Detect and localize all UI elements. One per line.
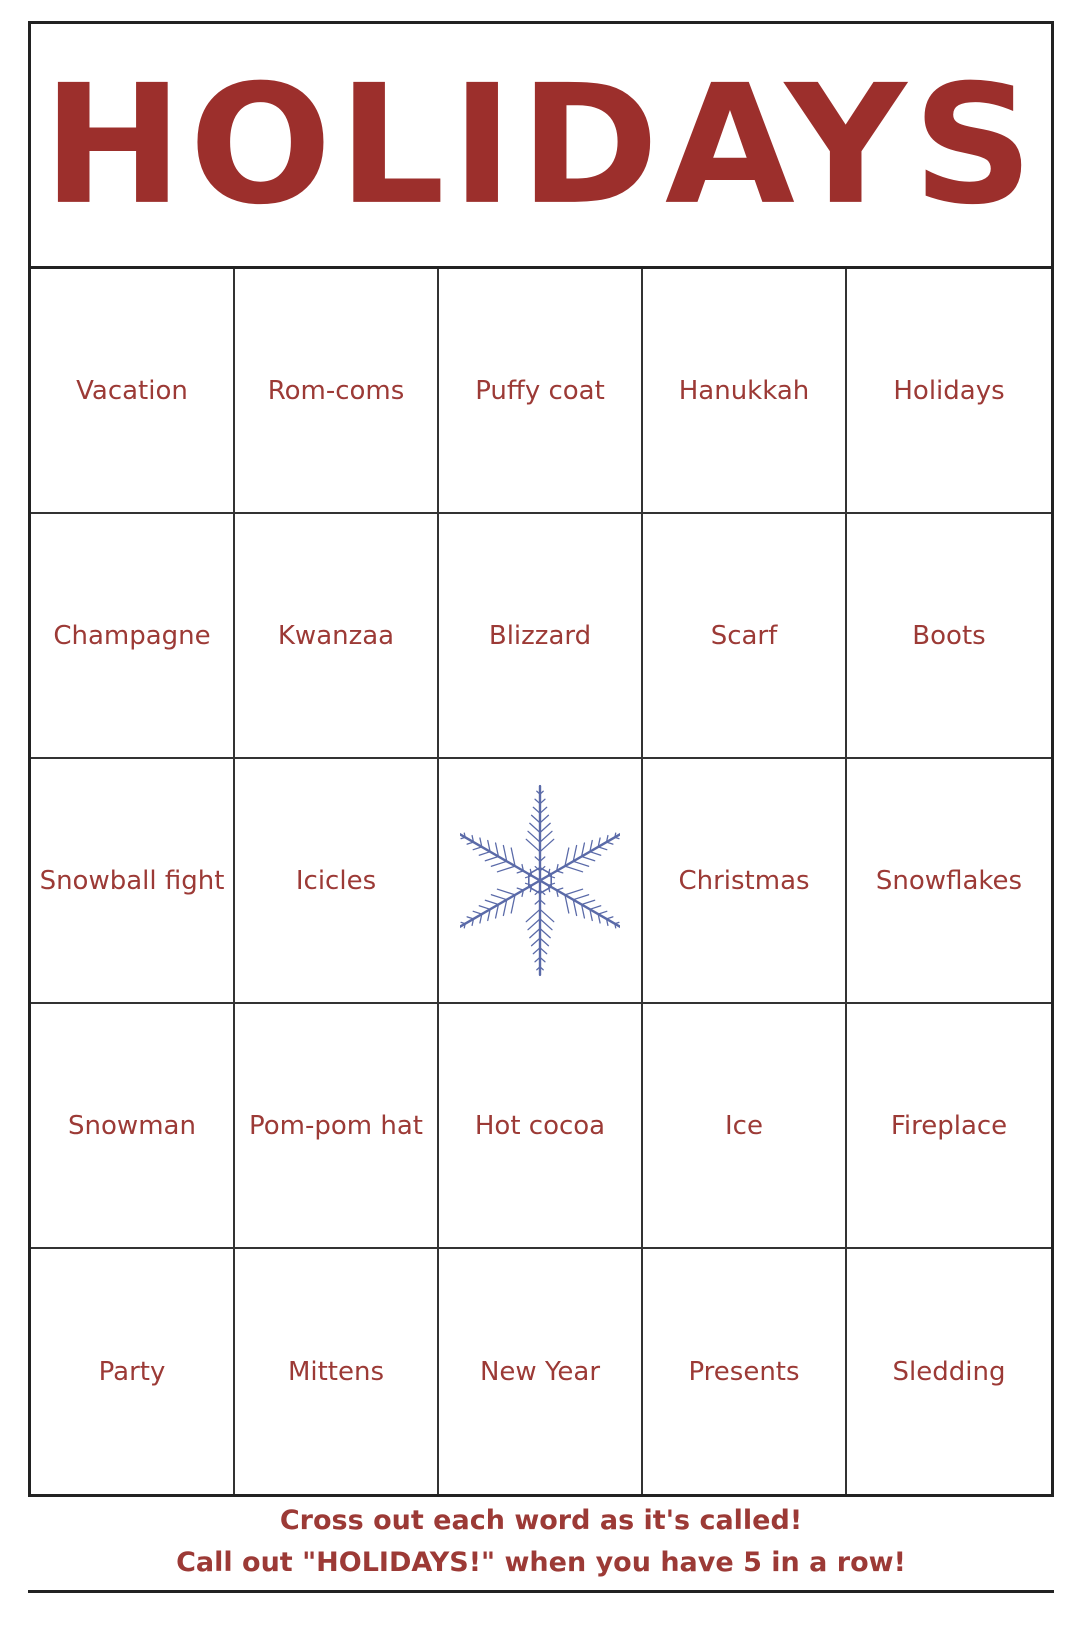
- page-title: HOLIDAYS: [42, 48, 1040, 242]
- bingo-cell-label: Blizzard: [488, 620, 592, 651]
- bingo-cell-label: Kwanzaa: [277, 620, 395, 651]
- bingo-cell[interactable]: [847, 759, 1051, 1004]
- bingo-cell[interactable]: [847, 1004, 1051, 1249]
- bingo-cell[interactable]: [439, 269, 643, 514]
- bingo-cell[interactable]: [31, 514, 235, 759]
- bingo-cell[interactable]: [235, 1249, 439, 1494]
- bingo-cell[interactable]: [235, 759, 439, 1004]
- bingo-cell[interactable]: [31, 269, 235, 514]
- bingo-cell[interactable]: [847, 269, 1051, 514]
- bingo-cell[interactable]: [31, 1249, 235, 1494]
- bingo-cell-label: Champagne: [53, 620, 211, 651]
- snowflake-icon: [460, 778, 620, 983]
- bingo-cell-label: Sledding: [892, 1356, 1006, 1387]
- bingo-cell-label: Ice: [725, 1110, 763, 1141]
- bingo-cell-label: Holidays: [893, 375, 1005, 406]
- bingo-cell[interactable]: [31, 1004, 235, 1249]
- bingo-cell-label: Rom-coms: [267, 375, 405, 406]
- bingo-cell-label: Vacation: [76, 375, 188, 406]
- bingo-cell[interactable]: [31, 759, 235, 1004]
- bingo-cell[interactable]: [643, 1249, 847, 1494]
- free-space-cell[interactable]: [439, 759, 643, 1004]
- bingo-cell-label: Pom-pom hat: [249, 1110, 423, 1141]
- instructions: [28, 1500, 1054, 1584]
- instruction-line-1: Cross out each word as it's called!: [279, 1505, 803, 1536]
- bingo-cell-label: New Year: [479, 1356, 601, 1387]
- bingo-cell-label: Hot cocoa: [474, 1110, 606, 1141]
- bingo-cell-label: Mittens: [287, 1356, 385, 1387]
- bingo-cell[interactable]: [643, 759, 847, 1004]
- bingo-cell-label: Snowman: [68, 1110, 196, 1141]
- bingo-cell-label: Puffy coat: [475, 375, 605, 406]
- bingo-cell[interactable]: [643, 1004, 847, 1249]
- title-box: [31, 24, 1051, 269]
- bingo-cell-label: Icicles: [295, 865, 377, 896]
- bingo-cell[interactable]: [643, 269, 847, 514]
- bingo-cell-label: Hanukkah: [678, 375, 810, 406]
- bingo-cell-label: Christmas: [678, 865, 810, 896]
- bingo-cell-label: Party: [98, 1356, 166, 1387]
- bingo-cell-label: Scarf: [710, 620, 778, 651]
- bingo-cell[interactable]: [235, 1004, 439, 1249]
- bingo-cell[interactable]: [439, 1004, 643, 1249]
- bingo-grid: [31, 269, 1051, 1494]
- footer-divider: [28, 1590, 1054, 1593]
- bingo-cell[interactable]: [235, 269, 439, 514]
- bingo-cell-label: Fireplace: [890, 1110, 1008, 1141]
- bingo-card: [28, 21, 1054, 1497]
- bingo-cell[interactable]: [643, 514, 847, 759]
- bingo-cell-label: Snowflakes: [875, 865, 1023, 896]
- bingo-cell[interactable]: [439, 514, 643, 759]
- bingo-cell[interactable]: [235, 514, 439, 759]
- bingo-cell[interactable]: [439, 1249, 643, 1494]
- bingo-cell[interactable]: [847, 1249, 1051, 1494]
- bingo-cell-label: Presents: [688, 1356, 800, 1387]
- bingo-cell[interactable]: [847, 514, 1051, 759]
- instruction-line-2: Call out "HOLIDAYS!" when you have 5 in a row!: [176, 1547, 906, 1578]
- bingo-cell-label: Snowball fight: [39, 865, 225, 896]
- bingo-cell-label: Boots: [912, 620, 986, 651]
